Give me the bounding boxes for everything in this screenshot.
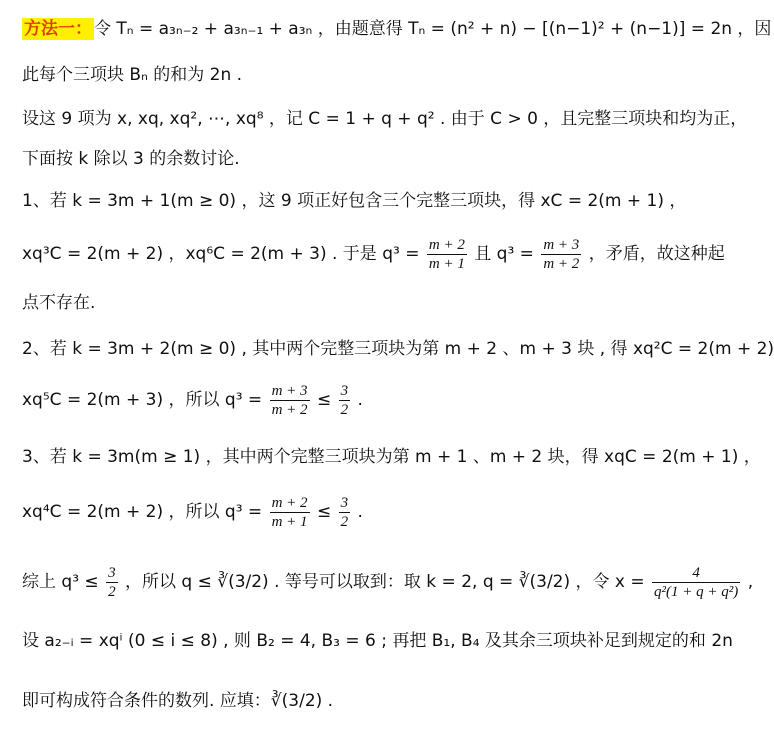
line-11: xq⁴C = 2(m + 2) ，所以 q³ = $\frac{m + 2}{m + 1}$ ≤ $\frac{3}{2}$ . [22, 495, 363, 530]
method-label: 方法一： [24, 19, 92, 39]
fraction-11b: $\frac{3}{2}$ [340, 495, 349, 530]
fraction-6a: $\frac{m + 2}{m + 1}$ [428, 237, 465, 272]
line-3-text: 设这 9 项为 x, xq, xq², ⋯, xq⁸ ，记 C = 1 + q + q² . 由于 C > 0 ，且完整三项块和均为正， [22, 109, 748, 129]
line-5-text: 1、若 k = 3m + 1(m ≥ 0) ，这 9 项正好包含三个完整三项块，得 xC = 2(m + 1) ， [22, 191, 687, 211]
fraction-11a: $\frac{m + 2}{m + 1}$ [271, 495, 308, 530]
line-14-text: 即可构成符合条件的数列. 应填：∛(3/2) . [22, 691, 334, 711]
line-5 [22, 190, 731, 212]
line-1-text: 令 Tₙ = a₃ₙ₋₂ + a₃ₙ₋₁ + a₃ₙ ，由题意得 Tₙ = (n² + n) − [(n−1)² + (n−1)] = 2n ，因 [94, 19, 772, 39]
line-11-text-b: ≤ [316, 502, 332, 522]
line-10 [22, 446, 761, 468]
line-1 [22, 18, 772, 40]
line-6-text-b: 且 q³ = [474, 244, 534, 264]
line-7 [22, 292, 731, 314]
line-4 [22, 148, 731, 170]
line-9-text-a: xq⁵C = 2(m + 3) ，所以 q³ = [22, 390, 263, 410]
line-2-text: 此每个三项块 Bₙ 的和为 2n . [22, 65, 243, 85]
line-8 [22, 338, 774, 360]
line-14 [22, 690, 731, 712]
line-7-text: 点不存在. [22, 293, 96, 313]
line-2 [22, 64, 731, 86]
line-12-text-b: ，所以 q ≤ ∛(3/2) . 等号可以取到：取 k = 2, q = ∛(3/2) ，令 x = [124, 572, 645, 592]
line-9-text-b: ≤ [316, 390, 332, 410]
line-12: 综上 q³ ≤ $\frac{3}{2}$ ，所以 q ≤ ∛(3/2) . 等号可以取到：取 k = 2, q = ∛(3/2) ，令 x = $\frac{4}{\text{q²(1 + q + q²)}}$ , [22, 565, 754, 600]
line-13-text: 设 a₂₋ᵢ = xqⁱ (0 ≤ i ≤ 8) , 则 B₂ = 4, B₃ = 6 ; 再把 B₁, B₄ 及其余三项块补足到规定的和 2n [22, 631, 733, 651]
line-6-text-c: ，矛盾，故这种起 [588, 244, 725, 264]
fraction-12a: $\frac{3}{2}$ [108, 565, 116, 600]
line-3 [22, 108, 748, 130]
line-11-text-a: xq⁴C = 2(m + 2) ，所以 q³ = [22, 502, 263, 522]
line-13 [22, 630, 731, 652]
line-8-text: 2、若 k = 3m + 2(m ≥ 0) , 其中两个完整三项块为第 m + 2 、m + 3 块 , 得 xq²C = 2(m + 2) [22, 339, 774, 359]
line-9: xq⁵C = 2(m + 3) ，所以 q³ = $\frac{m + 3}{m + 2}$ ≤ $\frac{3}{2}$ . [22, 383, 363, 418]
line-10-text: 3、若 k = 3m(m ≥ 1) ，其中两个完整三项块为第 m + 1 、m + 2 块，得 xqC = 2(m + 1) ， [22, 447, 761, 467]
line-12-text-a: 综上 q³ ≤ [22, 572, 99, 592]
fraction-9b: $\frac{3}{2}$ [340, 383, 349, 418]
line-4-text: 下面按 k 除以 3 的余数讨论. [22, 149, 240, 169]
fraction-12b: $\frac{4}{\text{q²(1 + q + q²)}}$ [654, 565, 739, 600]
line-6 [22, 232, 731, 276]
line-6-text-a: xq³C = 2(m + 2) ，xq⁶C = 2(m + 3) . 于是 q³ = [22, 244, 420, 264]
fraction-9a: $\frac{m + 3}{m + 2}$ [271, 383, 308, 418]
fraction-6b: $\frac{m + 3}{m + 2}$ [543, 237, 580, 272]
